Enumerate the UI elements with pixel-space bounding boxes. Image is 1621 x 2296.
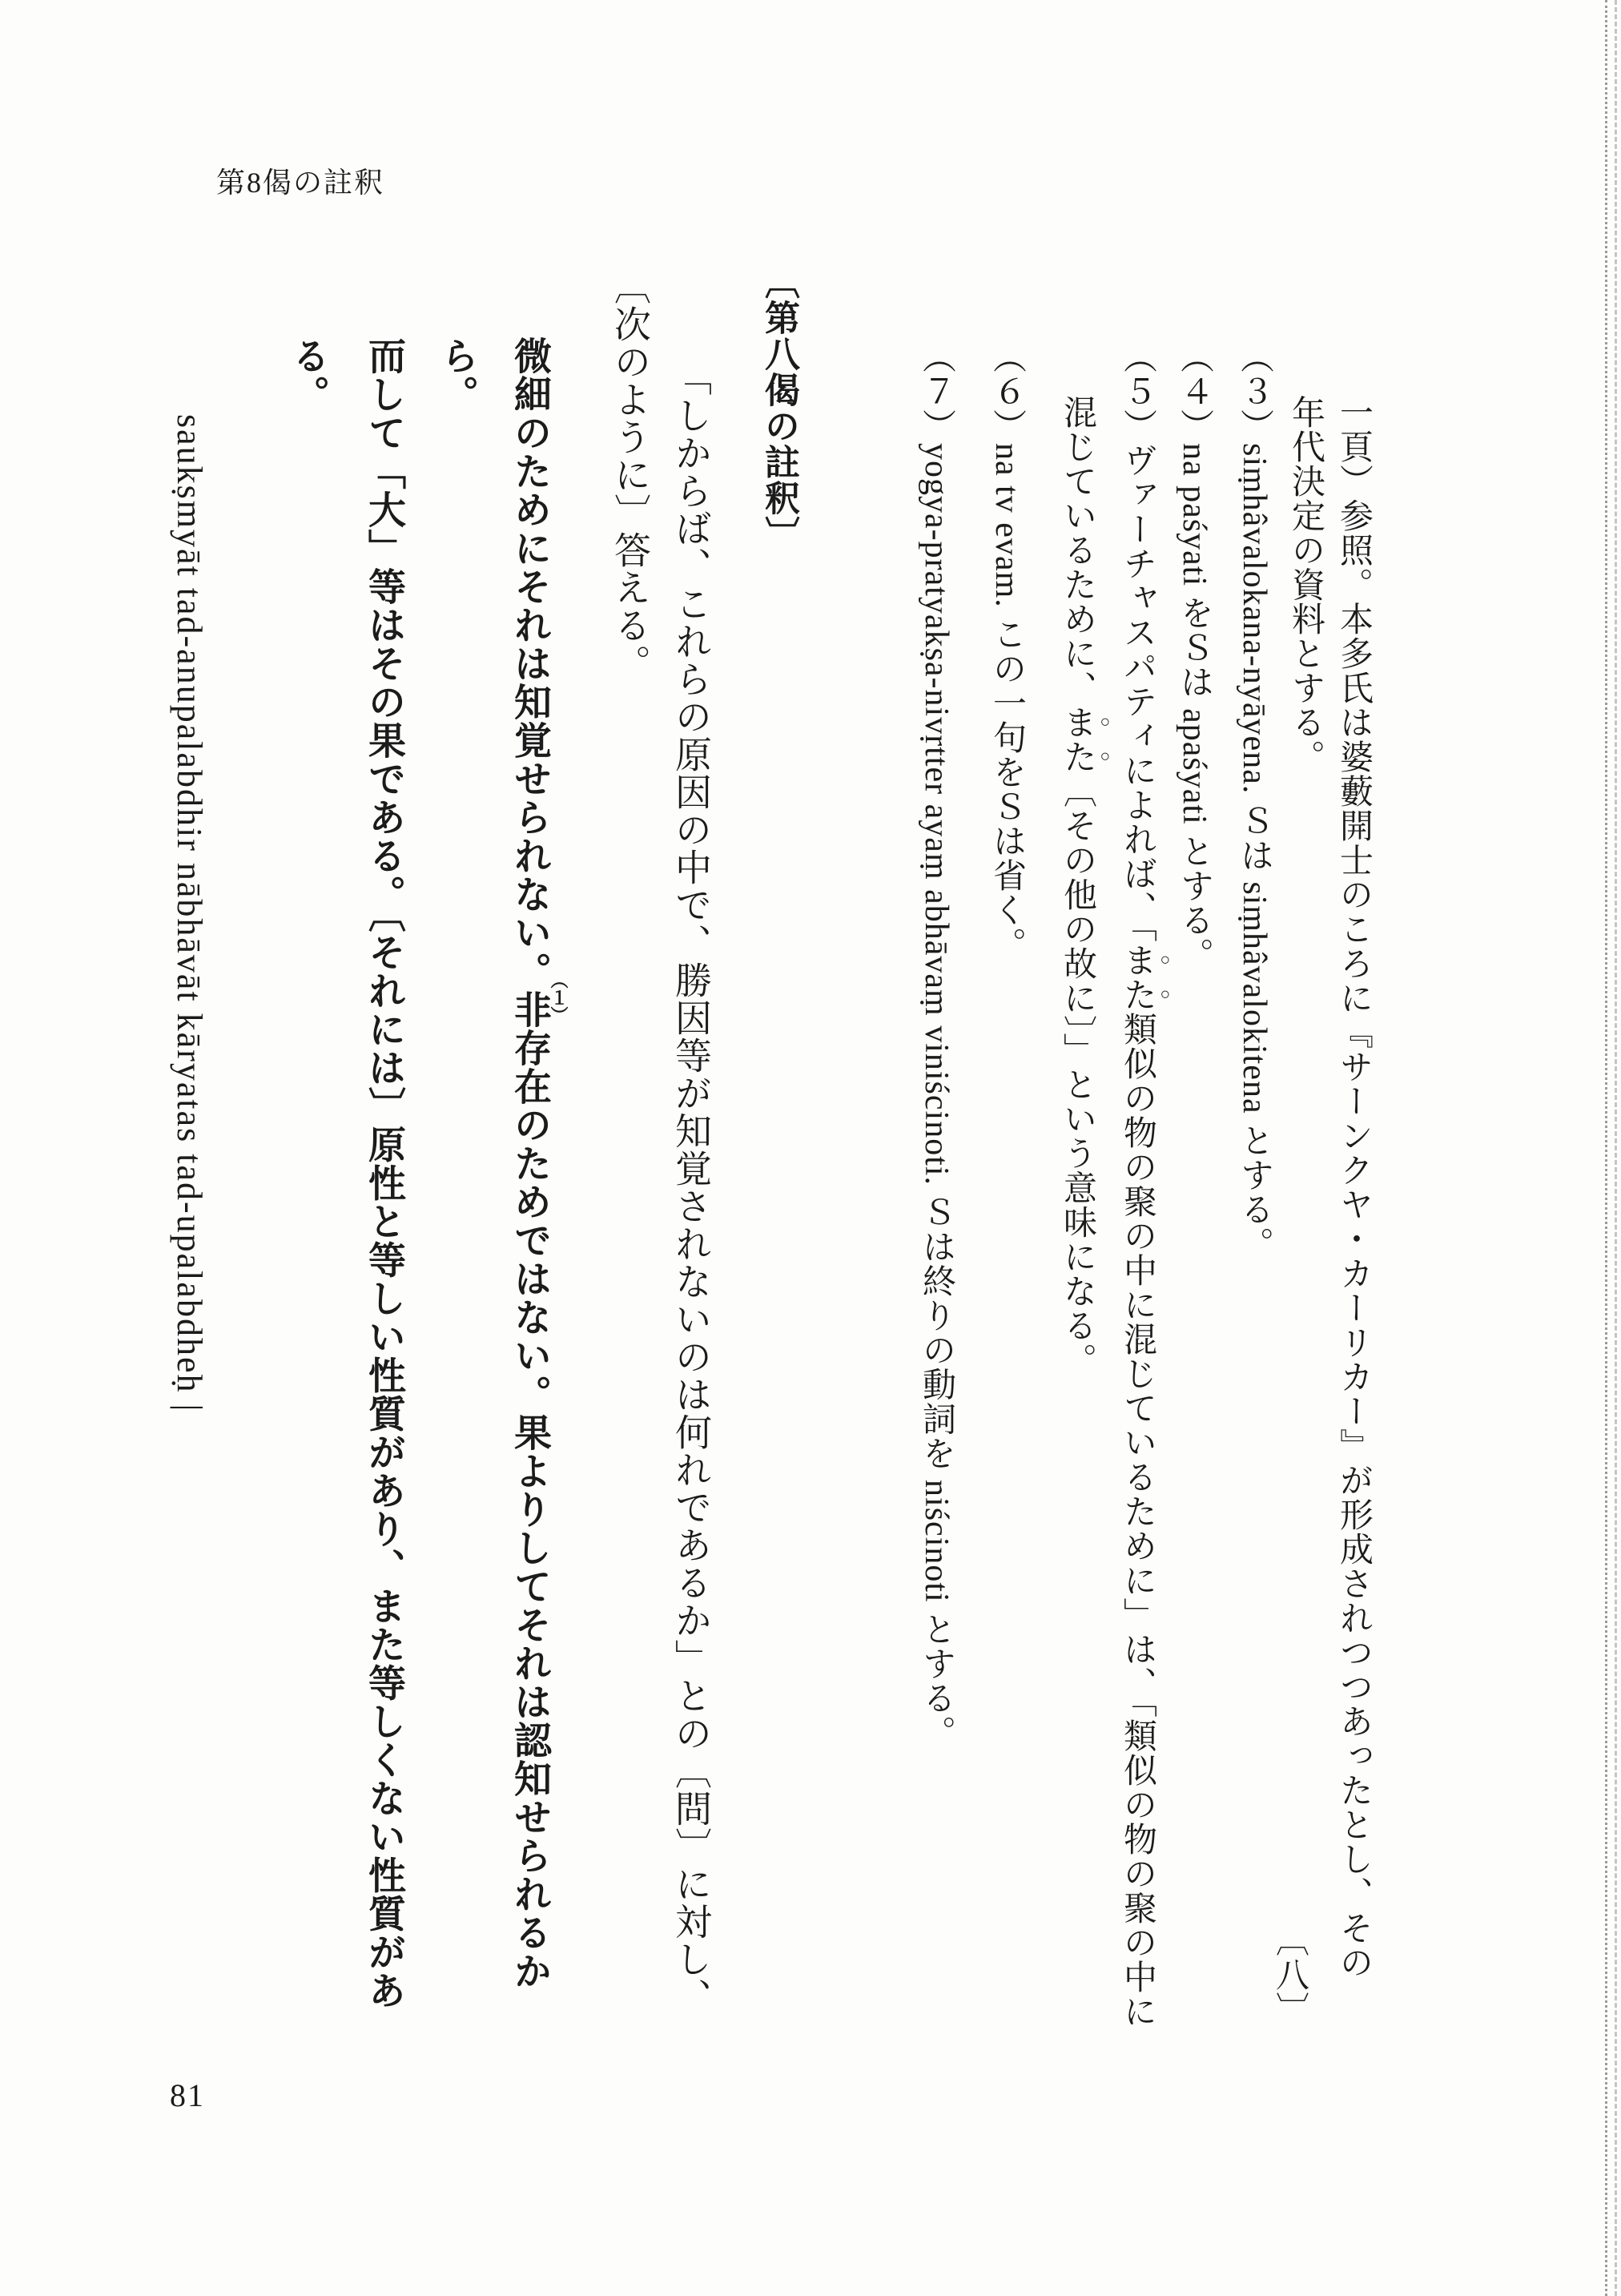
scan-edge-artifact: [1615, 0, 1617, 2296]
emphasized-word: また: [1059, 705, 1096, 774]
footnote-7: [919, 340, 953, 1750]
footnote-text: na tv evam. この一句をＳは省く。: [988, 443, 1025, 962]
footnote-reference-1[interactable]: （１）: [549, 971, 569, 1024]
verse-line-4: る。: [287, 336, 328, 413]
footnote-4: [1177, 340, 1211, 972]
footnote-continuation-line-1: 一頁）参照。本多氏は婆藪開士のころに『サーンクヤ・カーリカー』が形成されつつあったとし、その: [1335, 395, 1372, 1980]
footnote-text-after: 〔その他の故に〕」という意味になる。: [1059, 774, 1096, 1377]
footnote-3: [1237, 340, 1271, 1261]
verse-line-3: 而して「大」等はその果である。〔それには〕原性と等しい性質があり、また等しくない性質があ: [363, 336, 404, 2010]
page-number: 81: [170, 2077, 205, 2113]
verse-line-1: [510, 336, 548, 1990]
footnote-5-continuation: [1059, 395, 1115, 1377]
question-text: 「しからば、これらの原因の中で、勝因等が知覚されないのは何れであるか」との〔問〕に対し、: [670, 359, 711, 2016]
footnote-text: siṃhâvalokana-nyāyena. Ｓは siṃhâvalokitena とする。: [1236, 443, 1273, 1262]
footnote-text-before: ヴァーチャスパティによれば、「: [1119, 443, 1156, 943]
sanskrit-verse: saukṣmyāt tad-anupalabdhir nābhāvāt kāryatas tad-upalabdheḥ |: [170, 414, 209, 1413]
section-heading: 〔第八偈の註釈〕: [759, 264, 798, 552]
verse-number: 〔八〕: [1271, 1923, 1308, 2026]
answer-intro: 〔次のように〕答える。: [609, 268, 650, 682]
verse-line-1-part-b: 非存在のためではない。果よりしてそれは認知せられるか: [509, 990, 550, 1990]
emphasized-word: また: [1119, 943, 1156, 1012]
footnote-continuation-line-2: 年代決定の資料とする。: [1287, 395, 1324, 774]
footnote-text: yogya-pratyakṣa-nivṛtter ayaṃ abhāvaṃ viniścinoti. Ｓは終りの動詞を niścinoti とする。: [918, 443, 955, 1750]
footnote-marker: （４）: [1176, 340, 1213, 443]
footnote-marker: （７）: [918, 340, 955, 443]
scan-edge-artifact: [1605, 0, 1607, 2296]
footnote-text-before: 混じているために、: [1059, 395, 1096, 705]
footnote-text-after: 類似の物の聚の中に混じているために」は、「類似の物の聚の中に: [1119, 1012, 1156, 2028]
footnote-marker: （６）: [988, 340, 1025, 443]
verse-line-2: ら。: [436, 336, 477, 413]
verse-line-1-part-a: 微細のためにそれは知覚せられない。: [509, 336, 550, 990]
footnote-5: [1119, 340, 1175, 2028]
footnote-marker: （５）: [1119, 340, 1156, 443]
footnote-text: na paśyati をＳは apaśyati とする。: [1176, 443, 1213, 973]
footnote-marker: （３）: [1236, 340, 1273, 443]
running-head: 第8偈の註釈: [216, 167, 385, 199]
footnote-6: [990, 340, 1024, 961]
